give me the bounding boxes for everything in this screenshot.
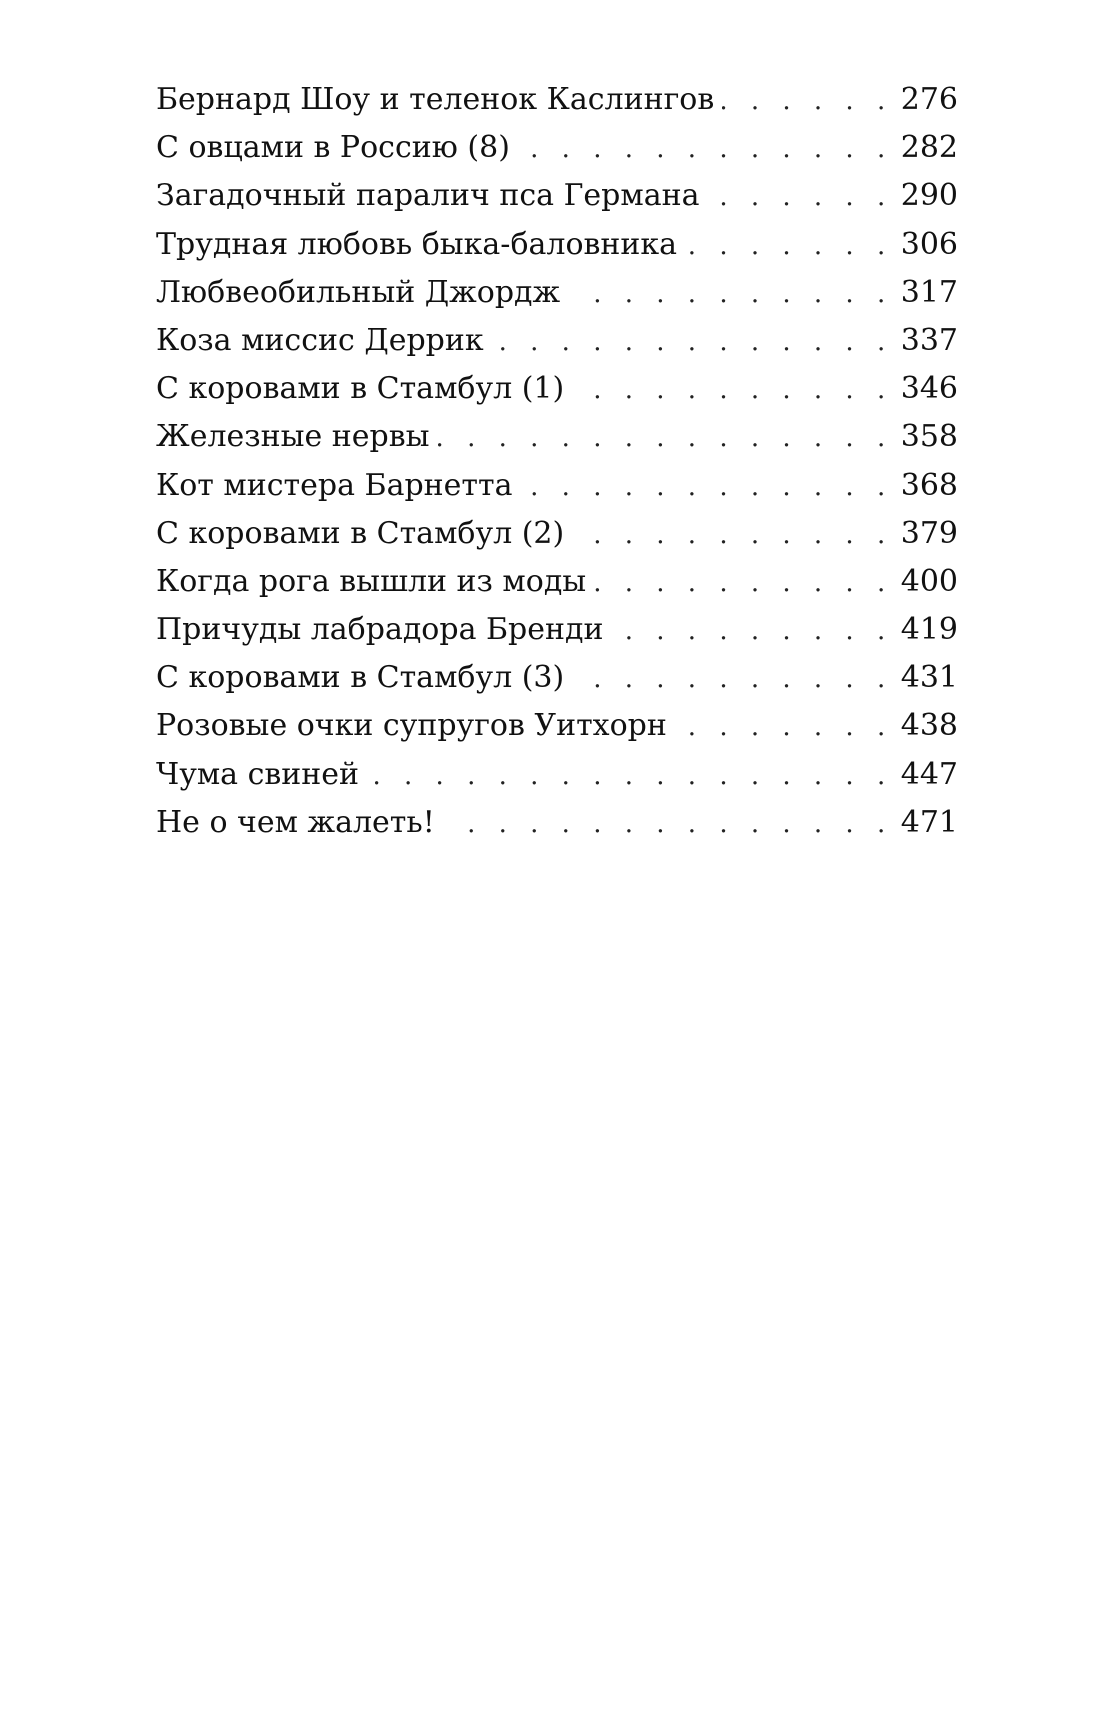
toc-entry-page: 447: [900, 756, 958, 792]
toc-entry: [156, 221, 958, 269]
toc-entry: [156, 365, 958, 413]
toc-entry: [156, 558, 958, 606]
toc-entry: [156, 124, 958, 172]
toc-entry: [156, 702, 958, 750]
toc-entry-title: Трудная любовь быка-баловника: [156, 226, 678, 262]
toc-entry: [156, 317, 958, 365]
toc-entry: [156, 654, 958, 702]
toc-entry-title: Когда рога вышли из моды: [156, 563, 587, 599]
toc-entry-title: Розовые очки супругов Уитхорн: [156, 708, 667, 744]
toc-entry-title: Причуды лабрадора Бренди: [156, 612, 604, 648]
toc-entry-title: Любвеобильный Джордж: [156, 274, 561, 310]
toc-entry-page: 276: [900, 82, 958, 117]
toc-entry-page: 306: [900, 226, 958, 262]
toc-entry-page: 358: [900, 419, 958, 455]
toc-entry-title: Бернард Шоу и теленок Каслингов: [156, 82, 715, 117]
toc-entry-page: 337: [900, 322, 958, 358]
toc-dot-leader: [594, 559, 893, 607]
toc-dot-leader: [367, 752, 893, 800]
toc-entry-title: Железные нервы: [156, 419, 430, 455]
toc-dot-leader: [722, 77, 892, 125]
toc-entry-page: 419: [900, 612, 958, 648]
toc-entry-title: С овцами в Россию (8): [156, 130, 510, 166]
toc-entry-title: Кот мистера Барнетта: [156, 467, 513, 503]
toc-entry-title: Загадочный паралич пса Германа: [156, 178, 700, 214]
toc-dot-leader: [611, 607, 892, 655]
toc-entry: [156, 510, 958, 558]
toc-dot-leader: [572, 655, 893, 703]
toc-entry: [156, 799, 958, 847]
toc-entry-page: 282: [900, 130, 958, 166]
toc-entry: [156, 751, 958, 799]
toc-entry-page: 379: [900, 515, 958, 551]
toc-dot-leader: [675, 703, 893, 751]
toc-dot-leader: [685, 222, 893, 270]
toc-dot-leader: [572, 366, 893, 414]
toc-dot-leader: [443, 800, 893, 848]
toc-entry-page: 400: [900, 563, 958, 599]
toc-entry: [156, 269, 958, 317]
toc-dot-leader: [518, 125, 893, 173]
toc-entry-title: Чума свиней: [156, 756, 360, 792]
toc-entry-title: С коровами в Стамбул (1): [156, 371, 565, 407]
toc-entry: [156, 606, 958, 654]
toc-dot-leader: [492, 318, 893, 366]
toc-entry: [156, 413, 958, 461]
toc-entry-page: 346: [900, 371, 958, 407]
toc-dot-leader: [572, 511, 893, 559]
toc-dot-leader: [438, 414, 893, 462]
toc-dot-leader: [568, 270, 893, 318]
toc-entry: [156, 462, 958, 510]
toc-entry-page: 317: [900, 274, 958, 310]
toc-entry: [156, 172, 958, 220]
toc-entry-title: С коровами в Стамбул (2): [156, 515, 565, 551]
toc-entry-page: 438: [900, 708, 958, 744]
table-of-contents: [156, 76, 958, 847]
toc-entry-title: С коровами в Стамбул (3): [156, 660, 565, 696]
toc-entry: [156, 76, 958, 124]
toc-entry-page: 431: [900, 660, 958, 696]
toc-dot-leader: [708, 173, 893, 221]
toc-entry-title: Коза миссис Деррик: [156, 322, 484, 358]
toc-entry-page: 471: [900, 804, 958, 840]
toc-entry-page: 290: [900, 178, 958, 214]
toc-dot-leader: [520, 463, 892, 511]
toc-entry-page: 368: [900, 467, 958, 503]
toc-entry-title: Не о чем жалеть!: [156, 804, 435, 840]
